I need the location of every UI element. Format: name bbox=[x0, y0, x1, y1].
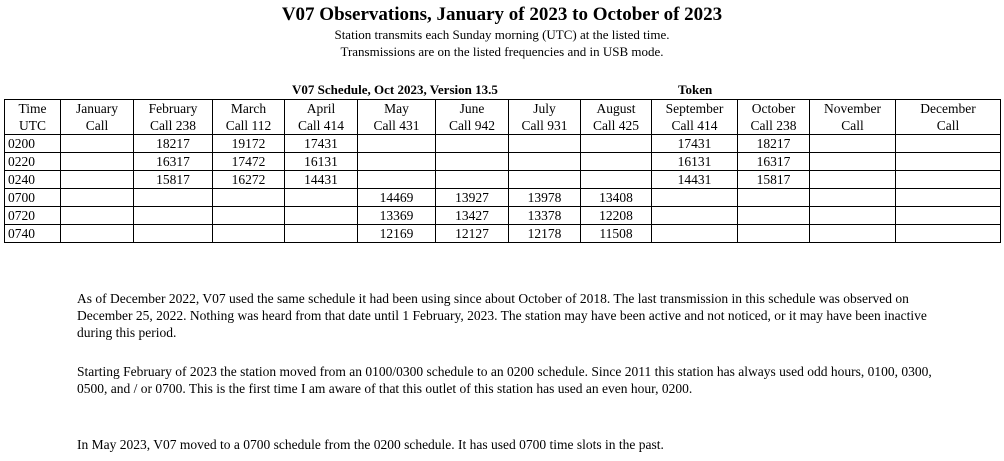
call-cell: 13408 bbox=[581, 189, 652, 207]
call-cell bbox=[896, 207, 1001, 225]
call-cell bbox=[285, 225, 358, 243]
call-cell: 13927 bbox=[436, 189, 509, 207]
call-cell bbox=[61, 225, 134, 243]
call-cell: 16131 bbox=[652, 153, 738, 171]
schedule-table bbox=[4, 99, 1001, 243]
call-cell bbox=[358, 135, 436, 153]
call-cell: 14431 bbox=[285, 171, 358, 189]
call-cell bbox=[896, 189, 1001, 207]
column-header: October Call 238 bbox=[738, 100, 810, 135]
call-cell: 13369 bbox=[358, 207, 436, 225]
call-cell: 14469 bbox=[358, 189, 436, 207]
call-cell bbox=[810, 153, 896, 171]
column-header: February Call 238 bbox=[134, 100, 213, 135]
call-cell bbox=[285, 189, 358, 207]
call-cell bbox=[581, 171, 652, 189]
time-cell: 0700 bbox=[5, 189, 61, 207]
call-cell bbox=[810, 171, 896, 189]
schedule-caption: V07 Schedule, Oct 2023, Version 13.5 bbox=[292, 82, 498, 97]
call-cell bbox=[436, 135, 509, 153]
call-cell: 16131 bbox=[285, 153, 358, 171]
note-paragraph-3: In May 2023, V07 moved to a 0700 schedule from the 0200 schedule. It has used 0700 time slots in the past. bbox=[77, 437, 664, 452]
table-row bbox=[5, 135, 1001, 153]
column-header: July Call 931 bbox=[509, 100, 581, 135]
call-cell: 16317 bbox=[738, 153, 810, 171]
call-cell bbox=[581, 135, 652, 153]
call-cell bbox=[134, 225, 213, 243]
time-cell: 0240 bbox=[5, 171, 61, 189]
call-cell: 15817 bbox=[738, 171, 810, 189]
call-cell bbox=[358, 153, 436, 171]
call-cell bbox=[61, 207, 134, 225]
header-row bbox=[5, 100, 1001, 135]
call-cell bbox=[358, 171, 436, 189]
column-header: March Call 112 bbox=[213, 100, 285, 135]
call-cell bbox=[738, 189, 810, 207]
call-cell bbox=[810, 189, 896, 207]
call-cell: 11508 bbox=[581, 225, 652, 243]
call-cell bbox=[896, 153, 1001, 171]
call-cell bbox=[738, 207, 810, 225]
call-cell bbox=[509, 135, 581, 153]
call-cell bbox=[896, 225, 1001, 243]
call-cell bbox=[810, 225, 896, 243]
subtitle-line-1: Station transmits each Sunday morning (UTC) at the listed time. bbox=[334, 27, 670, 42]
call-cell: 12208 bbox=[581, 207, 652, 225]
note-paragraph-2: Starting February of 2023 the station moved from an 0100/0300 schedule to an 0200 schedule. Since 2011 this station has always used odd hours, 0100, 0300, 0500, and / or 0700. This is the first time I am aware of that this outlet of this station has used an even hour, 0200. bbox=[77, 364, 932, 396]
call-cell bbox=[652, 189, 738, 207]
call-cell bbox=[509, 171, 581, 189]
call-cell: 14431 bbox=[652, 171, 738, 189]
call-cell bbox=[509, 153, 581, 171]
call-cell bbox=[436, 171, 509, 189]
call-cell bbox=[61, 171, 134, 189]
column-header: November Call bbox=[810, 100, 896, 135]
call-cell bbox=[213, 225, 285, 243]
call-cell bbox=[810, 207, 896, 225]
column-header: August Call 425 bbox=[581, 100, 652, 135]
time-cell: 0740 bbox=[5, 225, 61, 243]
call-cell bbox=[896, 171, 1001, 189]
call-cell: 18217 bbox=[738, 135, 810, 153]
call-cell bbox=[810, 135, 896, 153]
call-cell: 18217 bbox=[134, 135, 213, 153]
table-row bbox=[5, 153, 1001, 171]
call-cell: 12178 bbox=[509, 225, 581, 243]
call-cell bbox=[61, 135, 134, 153]
call-cell bbox=[285, 207, 358, 225]
call-cell: 13378 bbox=[509, 207, 581, 225]
column-header: April Call 414 bbox=[285, 100, 358, 135]
call-cell bbox=[213, 207, 285, 225]
table-row bbox=[5, 207, 1001, 225]
note-paragraph-1: As of December 2022, V07 used the same schedule it had been using since about October of 2018. The last transmission in this schedule was observed on December 25, 2022. Nothing was heard from that date until 1 February, 2023. The station may have been active and not noticed, or it may have been inactive during this period. bbox=[77, 291, 927, 340]
call-cell bbox=[652, 207, 738, 225]
call-cell: 17431 bbox=[285, 135, 358, 153]
table-row bbox=[5, 171, 1001, 189]
call-cell: 13978 bbox=[509, 189, 581, 207]
call-cell: 13427 bbox=[436, 207, 509, 225]
call-cell: 15817 bbox=[134, 171, 213, 189]
table-row bbox=[5, 189, 1001, 207]
call-cell bbox=[436, 153, 509, 171]
call-cell: 12169 bbox=[358, 225, 436, 243]
column-header: September Call 414 bbox=[652, 100, 738, 135]
column-header: Time UTC bbox=[5, 100, 61, 135]
call-cell bbox=[134, 189, 213, 207]
time-cell: 0200 bbox=[5, 135, 61, 153]
column-header: January Call bbox=[61, 100, 134, 135]
time-cell: 0220 bbox=[5, 153, 61, 171]
call-cell bbox=[738, 225, 810, 243]
call-cell bbox=[896, 135, 1001, 153]
call-cell bbox=[213, 189, 285, 207]
column-header: December Call bbox=[896, 100, 1001, 135]
call-cell: 19172 bbox=[213, 135, 285, 153]
token-label: Token bbox=[678, 82, 713, 97]
call-cell bbox=[61, 153, 134, 171]
page-title: V07 Observations, January of 2023 to October of 2023 bbox=[281, 4, 723, 25]
call-cell: 12127 bbox=[436, 225, 509, 243]
call-cell bbox=[61, 189, 134, 207]
call-cell: 16317 bbox=[134, 153, 213, 171]
call-cell: 17431 bbox=[652, 135, 738, 153]
column-header: June Call 942 bbox=[436, 100, 509, 135]
call-cell: 17472 bbox=[213, 153, 285, 171]
column-header: May Call 431 bbox=[358, 100, 436, 135]
call-cell bbox=[581, 153, 652, 171]
table-row bbox=[5, 225, 1001, 243]
call-cell: 16272 bbox=[213, 171, 285, 189]
subtitle-line-2: Transmissions are on the listed frequencies and in USB mode. bbox=[340, 44, 664, 59]
call-cell bbox=[134, 207, 213, 225]
time-cell: 0720 bbox=[5, 207, 61, 225]
call-cell bbox=[652, 225, 738, 243]
